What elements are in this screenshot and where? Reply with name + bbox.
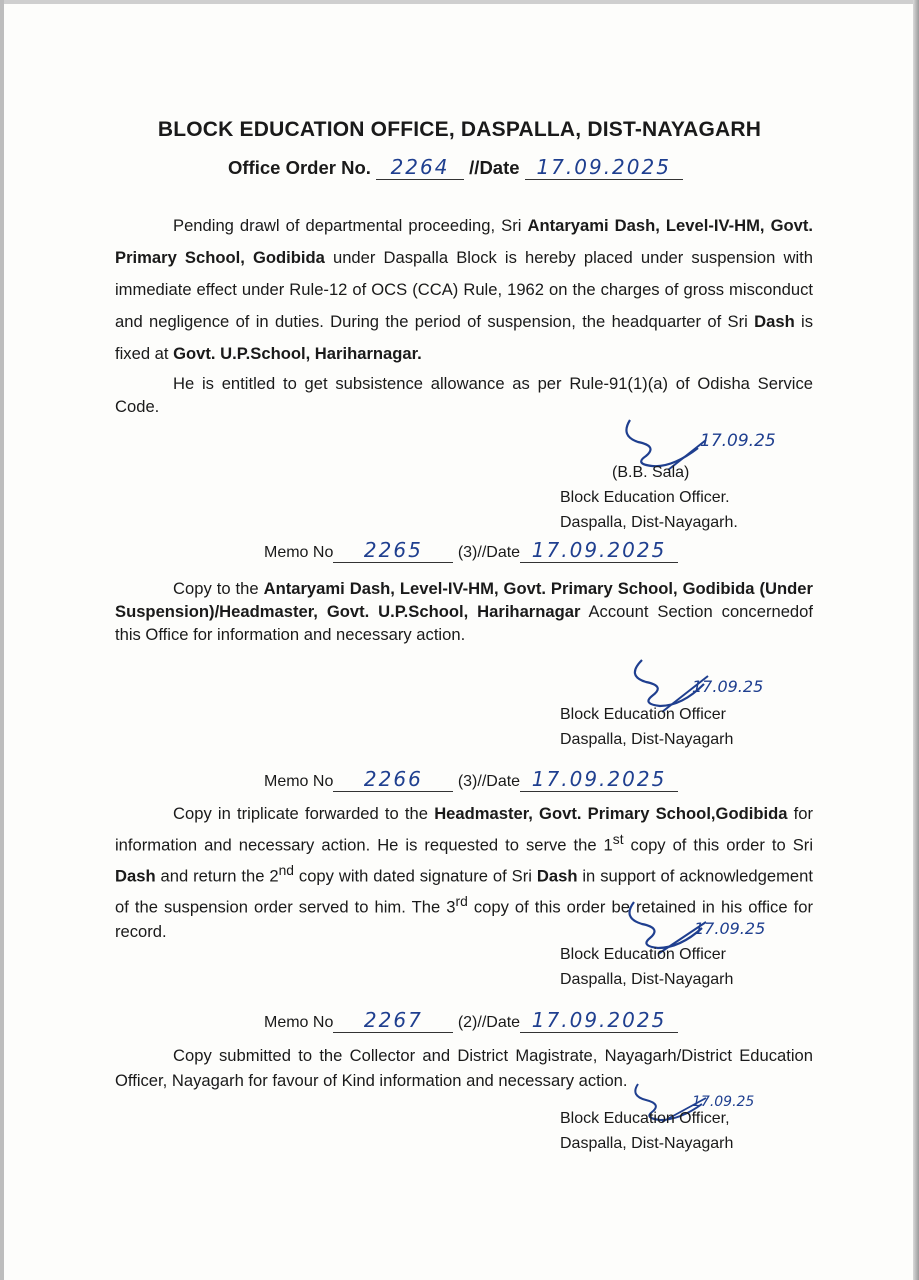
signatory-place: Daspalla, Dist-Nayagarh	[560, 731, 734, 748]
memo-1-text	[115, 577, 813, 646]
bold-run: Govt. U.P.School, Hariharnagar.	[173, 344, 422, 363]
signatory-title: Block Education Officer	[560, 706, 727, 723]
signatory-title: Block Education Officer.	[560, 489, 730, 506]
bold-run: Dash	[115, 866, 156, 886]
signatory-place: Daspalla, Dist-Nayagarh	[560, 971, 734, 988]
text-run: in support of acknowledgement of the suspension order served to him. The 3	[115, 866, 813, 917]
memo-1-paragraph	[115, 577, 813, 646]
bold-run: Dash	[536, 866, 578, 886]
order-date: 17.09.2025	[525, 155, 683, 180]
memo-1-line	[264, 538, 678, 563]
order-body	[115, 210, 813, 370]
memo-2-date: 17.09.2025	[520, 767, 678, 792]
memo-3-date: 17.09.2025	[520, 1008, 678, 1033]
superscript: rd	[455, 892, 468, 909]
memo-1-number: 2265	[333, 538, 453, 563]
memo-3-paragraph: Copy submitted to the Collector and District Magistrate, Nayagarh/District Education Officer, Nayagarh for favour of Kind information and necessary action.	[115, 1046, 813, 1090]
memo-suffix: (3)//Date	[457, 544, 521, 561]
text-run: is fixed at	[115, 312, 813, 363]
signature-3-initials: 17.09.25	[694, 919, 766, 938]
order-label: Office Order No.	[228, 157, 371, 178]
text-run: Account Section concernedof this Office for information and necessary action.	[115, 602, 813, 644]
signatory-name: (B.B. Sala)	[612, 464, 690, 481]
text-run: for information and necessary action. He is requested to serve the 1	[115, 804, 813, 855]
memo-suffix: (3)//Date	[457, 773, 521, 790]
allowance-text: He is entitled to get subsistence allowance as per Rule-91(1)(a) of Odisha Service Code.	[115, 374, 813, 416]
bold-run: Antaryami Dash, Level-IV-HM, Govt. Primary School, Godibida (Under Suspension)/Headmaster, Govt. U.P.School, Hariharnagar	[115, 579, 813, 621]
signatory-title: Block Education Officer	[560, 946, 727, 963]
order-number: 2264	[376, 155, 464, 180]
signatory-block-3	[560, 942, 733, 992]
memo-label: Memo No	[264, 544, 334, 561]
text-run: Copy to the	[173, 579, 264, 598]
signatory-block-2	[560, 702, 733, 752]
page-edge-left	[0, 0, 4, 1280]
text-run: and return the 2	[155, 866, 279, 886]
page-edge-top	[0, 0, 919, 4]
signatory-place: Daspalla, Dist-Nayagarh.	[560, 514, 738, 531]
text-run: copy with dated signature of Sri	[293, 866, 537, 886]
text-run: Copy in triplicate forwarded to the	[173, 804, 435, 823]
memo-2-number: 2266	[333, 767, 453, 792]
memo-2-line	[264, 767, 678, 792]
memo-suffix: (2)//Date	[457, 1014, 521, 1031]
order-date-label: //Date	[469, 157, 520, 178]
memo-1-date: 17.09.2025	[520, 538, 678, 563]
superscript: nd	[278, 861, 294, 878]
signature-4-initials: 17.09.25	[692, 1094, 755, 1110]
office-heading: BLOCK EDUCATION OFFICE, DASPALLA, DIST-NAYAGARH	[157, 118, 762, 141]
signatory-block-1	[560, 460, 738, 535]
signature-2-initials: 17.09.25	[692, 677, 764, 696]
page-edge-right	[913, 0, 919, 1280]
superscript: st	[612, 830, 624, 847]
memo-label: Memo No	[264, 1014, 334, 1031]
signatory-block-4	[560, 1106, 733, 1156]
signatory-title: Block Education Officer,	[560, 1110, 730, 1127]
office-order-line	[228, 155, 683, 180]
memo-3-line	[264, 1008, 678, 1033]
bold-run: Headmaster, Govt. Primary School,Godibida	[434, 804, 788, 823]
text-run: copy of this order to Sri	[623, 835, 814, 855]
memo-3-number: 2267	[333, 1008, 453, 1033]
text-run: under Daspalla Block is hereby placed under suspension with immediate effect under Rule-12 of OCS (CCA) Rule, 1962 on the charges of gross misconduct and negligence of in duties. During the period of suspension, the headquarter of Sri	[115, 248, 813, 331]
signature-1-initials: 17.09.25	[700, 431, 776, 451]
order-paragraph-1	[115, 210, 813, 370]
text-run: copy of this order be retained in his office for record.	[115, 897, 813, 941]
signatory-place: Daspalla, Dist-Nayagarh	[560, 1135, 734, 1152]
text-run: Pending drawl of departmental proceeding, Sri	[173, 216, 528, 235]
bold-run: Dash	[754, 312, 795, 331]
memo-label: Memo No	[264, 773, 334, 790]
bold-run: Antaryami Dash, Level-IV-HM, Govt. Primary School, Godibida	[115, 216, 813, 267]
